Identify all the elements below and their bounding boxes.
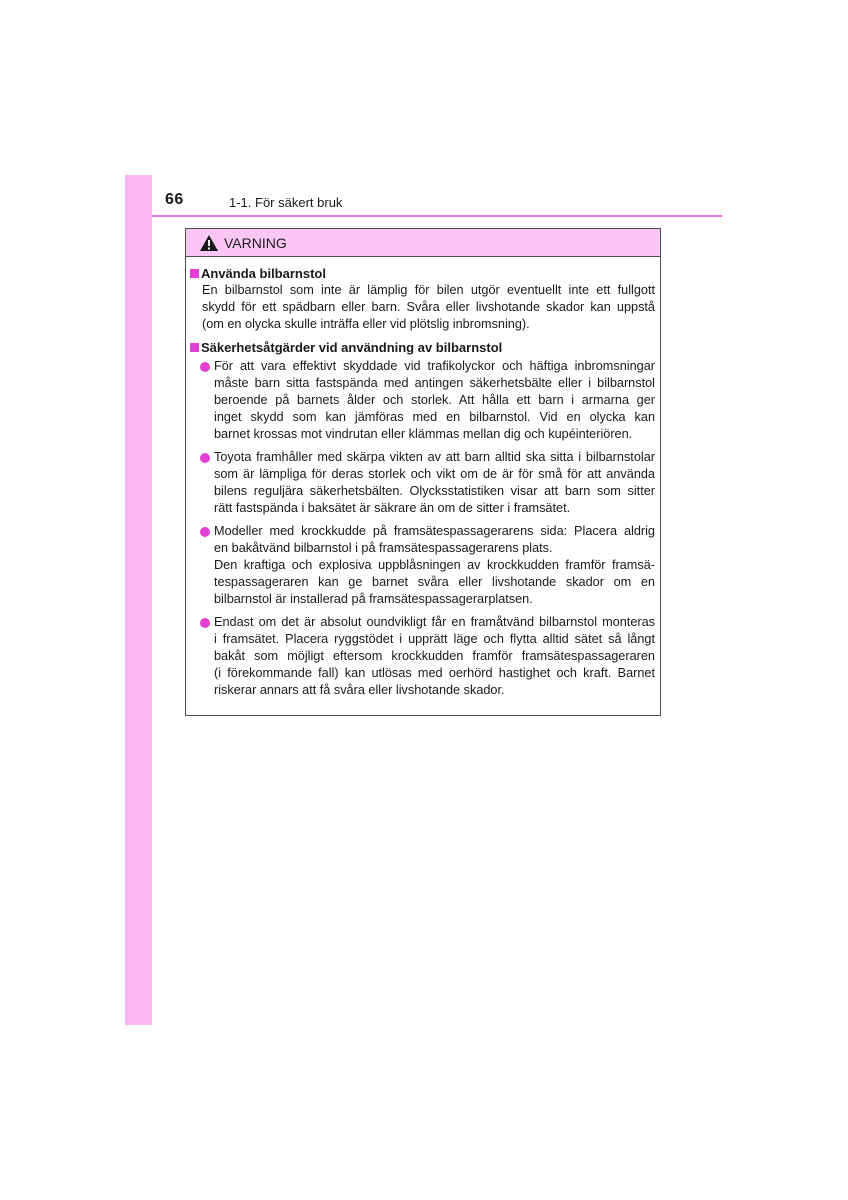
text-line: måste barn sitta fastspända med antingen säkerhetsbälte eller i bilbarnstol [214, 376, 655, 390]
chapter-side-band [125, 175, 152, 1025]
text-line: En bilbarnstol som inte är lämplig för bilen utgör eventuellt inte ett fullgott [202, 283, 655, 297]
bullet-item [214, 523, 655, 608]
text-line: rätt fastspända i baksätet är säkrare än om de sitter i framsätet. [214, 501, 571, 515]
bullet-item [214, 358, 655, 443]
text-line: riskerar annars att få svåra eller livshotande skador. [214, 683, 505, 697]
round-bullet-icon [200, 527, 210, 537]
text-line: Toyota framhåller med skärpa vikten av att barn alltid ska sitta i bilbarnstolar [214, 450, 655, 464]
warning-header [186, 229, 660, 257]
page-number: 66 [165, 191, 184, 208]
text-line: bilbarnstol är installerad på framsätespassagerarplatsen. [214, 592, 533, 606]
text-line: (i förekommande fall) kan utlösas med oerhörd hastighet och kraft. Barnet [214, 666, 655, 680]
text-line: som är lämpliga för deras storlek och vikt om de är för små för att använda [214, 467, 655, 481]
section-heading [190, 339, 655, 356]
text-line: För att vara effektivt skyddade vid trafikolyckor och häftiga inbromsningar [214, 359, 655, 373]
text-line: tespassageraren kan ge barnet svåra eller livshotande skador om en [214, 575, 655, 589]
warning-body [186, 257, 660, 699]
text-line: Modeller med krockkudde på framsätespassagerarens sida: Placera aldrig [214, 524, 655, 538]
bullet-item [214, 449, 655, 517]
warning-triangle-icon [199, 234, 219, 252]
section-heading-text: Säkerhetsåtgärder vid användning av bilbarnstol [201, 340, 503, 355]
round-bullet-icon [200, 362, 210, 372]
text-line: (om en olycka skulle inträffa eller vid plötslig inbromsning). [202, 317, 530, 331]
section-title: 1-1. För säkert bruk [229, 195, 343, 210]
section-heading [190, 265, 655, 282]
warning-title: VARNING [224, 234, 287, 251]
text-line: i framsätet. Placera ryggstödet i upprätt läge och flytta alltid sätet så långt [214, 632, 655, 646]
round-bullet-icon [200, 618, 210, 628]
section-heading-text: Använda bilbarnstol [201, 266, 326, 281]
text-line: bakåt som möjligt eftersom krockkudden framför framsätespassageraren [214, 649, 655, 663]
text-line: barnet krossas mot vindrutan eller klämmas mellan dig och kupéinteriören. [214, 427, 633, 441]
text-line: beroende på barnets ålder och storlek. Att hålla ett barn i armarna ger [214, 393, 655, 407]
text-line: bilens reguljära säkerhetsbälten. Olycksstatistiken visar att barn som sitter [214, 484, 655, 498]
text-line: inget skydd som kan jämföras med en bilbarnstol. Vid en olycka kan [214, 410, 655, 424]
text-line: Endast om det är absolut oundvikligt får en framåtvänd bilbarnstol monteras [214, 615, 655, 629]
text-line: skydd för ett spädbarn eller barn. Svåra eller livshotande skador kan uppstå [202, 300, 655, 314]
section-paragraph [202, 282, 655, 333]
round-bullet-icon [200, 453, 210, 463]
text-line: Den kraftiga och explosiva uppblåsningen av krockkudden framför framsä- [214, 558, 655, 572]
warning-box [185, 228, 661, 716]
text-line: en bakåtvänd bilbarnstol i på framsätespassagerarens plats. [214, 541, 553, 555]
square-bullet-icon [190, 269, 199, 278]
bullet-item [214, 614, 655, 699]
square-bullet-icon [190, 343, 199, 352]
header-rule [152, 215, 722, 217]
